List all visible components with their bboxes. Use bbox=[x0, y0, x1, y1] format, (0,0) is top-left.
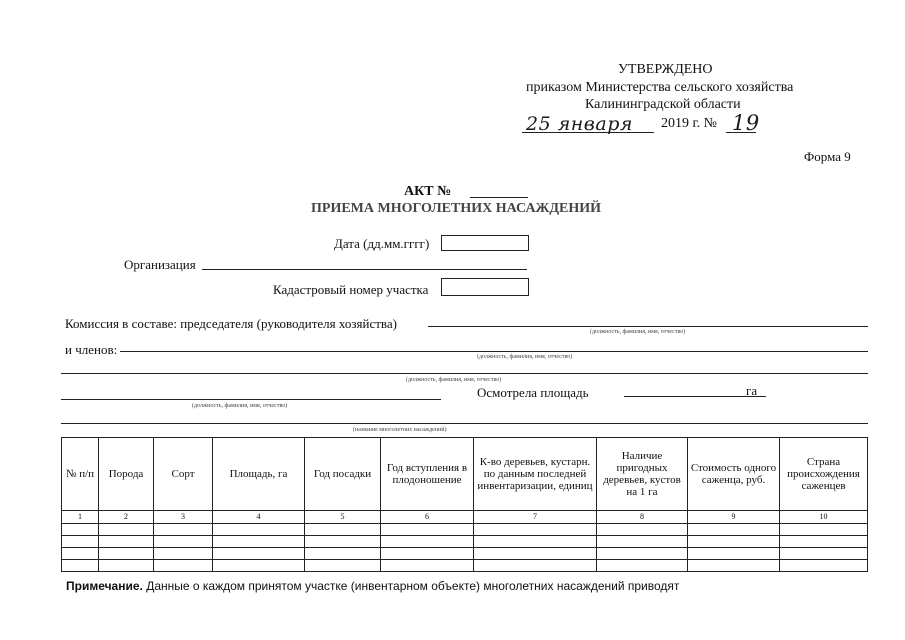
table-cell[interactable] bbox=[154, 536, 213, 548]
table-cell[interactable] bbox=[62, 524, 99, 536]
column-number: 10 bbox=[780, 511, 868, 524]
members-label: и членов: bbox=[65, 342, 118, 357]
table-cell[interactable] bbox=[154, 548, 213, 560]
table-header-row bbox=[62, 438, 868, 511]
header-cell: Год вступления в плодоношение bbox=[381, 438, 474, 511]
table-cell[interactable] bbox=[474, 536, 597, 548]
table-cell[interactable] bbox=[154, 524, 213, 536]
approval-title: УТВЕРЖДЕНО bbox=[618, 62, 713, 77]
header-cell: Стоимость одного саженца, руб. bbox=[688, 438, 780, 511]
number-underline bbox=[726, 132, 756, 133]
column-number-row bbox=[62, 511, 868, 524]
column-number: 8 bbox=[597, 511, 688, 524]
column-number: 6 bbox=[381, 511, 474, 524]
table-cell[interactable] bbox=[99, 524, 154, 536]
area-label: Осмотрела площадь bbox=[477, 385, 589, 400]
date-underline bbox=[522, 132, 654, 133]
table-cell[interactable] bbox=[62, 548, 99, 560]
table-cell[interactable] bbox=[305, 560, 381, 572]
approval-line-1: приказом Министерства сельского хозяйства bbox=[526, 80, 794, 95]
note-paragraph bbox=[66, 579, 679, 593]
table-row[interactable] bbox=[62, 524, 868, 536]
member-2-input[interactable] bbox=[61, 373, 868, 374]
table-cell[interactable] bbox=[99, 560, 154, 572]
plantings-table bbox=[61, 437, 868, 572]
header-cell: К-во деревьев, кустарн. по данным последней инвентаризации, единиц bbox=[474, 438, 597, 511]
header-cell: Страна происхождения саженцев bbox=[780, 438, 868, 511]
handwritten-number: 19 bbox=[732, 111, 760, 135]
table-cell[interactable] bbox=[597, 524, 688, 536]
table-cell[interactable] bbox=[99, 536, 154, 548]
table-cell[interactable] bbox=[305, 524, 381, 536]
table-cell[interactable] bbox=[154, 560, 213, 572]
header-cell: Наличие пригодных деревьев, кустов на 1 га bbox=[597, 438, 688, 511]
column-number: 7 bbox=[474, 511, 597, 524]
note-text: Данные о каждом принятом участке (инвентарном объекте) многолетних насаждений приводят bbox=[142, 579, 680, 593]
table-row[interactable] bbox=[62, 536, 868, 548]
chair-hint: (должность, фамилия, имя, отчество) bbox=[590, 329, 686, 335]
date-label: Дата (дд.мм.гггг) bbox=[334, 236, 430, 251]
table-cell[interactable] bbox=[62, 560, 99, 572]
table-cell[interactable] bbox=[597, 548, 688, 560]
header-cell: № п/п bbox=[62, 438, 99, 511]
table-cell[interactable] bbox=[780, 548, 868, 560]
organization-label: Организация bbox=[124, 257, 196, 272]
header-cell: Год посадки bbox=[305, 438, 381, 511]
table-cell[interactable] bbox=[213, 548, 305, 560]
member-1-input[interactable] bbox=[120, 351, 868, 352]
table-cell[interactable] bbox=[474, 548, 597, 560]
column-number: 4 bbox=[213, 511, 305, 524]
column-number: 2 bbox=[99, 511, 154, 524]
column-number: 5 bbox=[305, 511, 381, 524]
act-number-line bbox=[470, 197, 528, 198]
form-label: Форма 9 bbox=[804, 149, 851, 164]
member-3-input[interactable] bbox=[61, 399, 441, 400]
table-cell[interactable] bbox=[474, 560, 597, 572]
header-cell: Площадь, га bbox=[213, 438, 305, 511]
handwritten-date: 25 января bbox=[526, 113, 633, 135]
table-cell[interactable] bbox=[305, 536, 381, 548]
plantings-input[interactable] bbox=[61, 423, 868, 424]
organization-input[interactable] bbox=[202, 269, 527, 270]
area-unit: га bbox=[746, 383, 758, 398]
table-cell[interactable] bbox=[688, 536, 780, 548]
table-cell[interactable] bbox=[780, 524, 868, 536]
table-cell[interactable] bbox=[688, 560, 780, 572]
act-title: АКТ № bbox=[404, 184, 452, 199]
table-cell[interactable] bbox=[688, 524, 780, 536]
cadastral-label: Кадастровый номер участка bbox=[273, 282, 429, 297]
act-subtitle: ПРИЕМА МНОГОЛЕТНИХ НАСАЖДЕНИЙ bbox=[311, 201, 602, 216]
header-cell: Порода bbox=[99, 438, 154, 511]
table-cell[interactable] bbox=[62, 536, 99, 548]
date-input[interactable] bbox=[441, 235, 529, 251]
table-cell[interactable] bbox=[381, 524, 474, 536]
table-cell[interactable] bbox=[381, 560, 474, 572]
table-cell[interactable] bbox=[213, 560, 305, 572]
note-label: Примечание. bbox=[66, 579, 143, 593]
table-cell[interactable] bbox=[688, 548, 780, 560]
table-cell[interactable] bbox=[780, 560, 868, 572]
approval-year: 2019 г. № bbox=[661, 116, 718, 131]
approval-line-2: Калининградской области bbox=[585, 97, 741, 112]
commission-label: Комиссия в составе: председателя (руководителя хозяйства) bbox=[65, 316, 397, 331]
table-cell[interactable] bbox=[213, 524, 305, 536]
column-number: 9 bbox=[688, 511, 780, 524]
table-cell[interactable] bbox=[474, 524, 597, 536]
member-3-hint: (должность, фамилия, имя, отчество) bbox=[192, 403, 288, 409]
table-cell[interactable] bbox=[597, 536, 688, 548]
table-cell[interactable] bbox=[381, 536, 474, 548]
column-number: 1 bbox=[62, 511, 99, 524]
cadastral-input[interactable] bbox=[441, 278, 529, 296]
table-cell[interactable] bbox=[597, 560, 688, 572]
plantings-hint: (название многолетних насаждений) bbox=[353, 427, 447, 433]
member-1-hint: (должность, фамилия, имя, отчество) bbox=[477, 354, 573, 360]
table-cell[interactable] bbox=[381, 548, 474, 560]
area-input[interactable] bbox=[624, 396, 766, 397]
header-cell: Сорт bbox=[154, 438, 213, 511]
chair-input[interactable] bbox=[428, 326, 868, 327]
table-cell[interactable] bbox=[780, 536, 868, 548]
table-cell[interactable] bbox=[213, 536, 305, 548]
table-row[interactable] bbox=[62, 560, 868, 572]
column-number: 3 bbox=[154, 511, 213, 524]
table-cell[interactable] bbox=[305, 548, 381, 560]
table-row[interactable] bbox=[62, 548, 868, 560]
member-2-hint: (должность, фамилия, имя, отчество) bbox=[406, 377, 502, 383]
table-cell[interactable] bbox=[99, 548, 154, 560]
